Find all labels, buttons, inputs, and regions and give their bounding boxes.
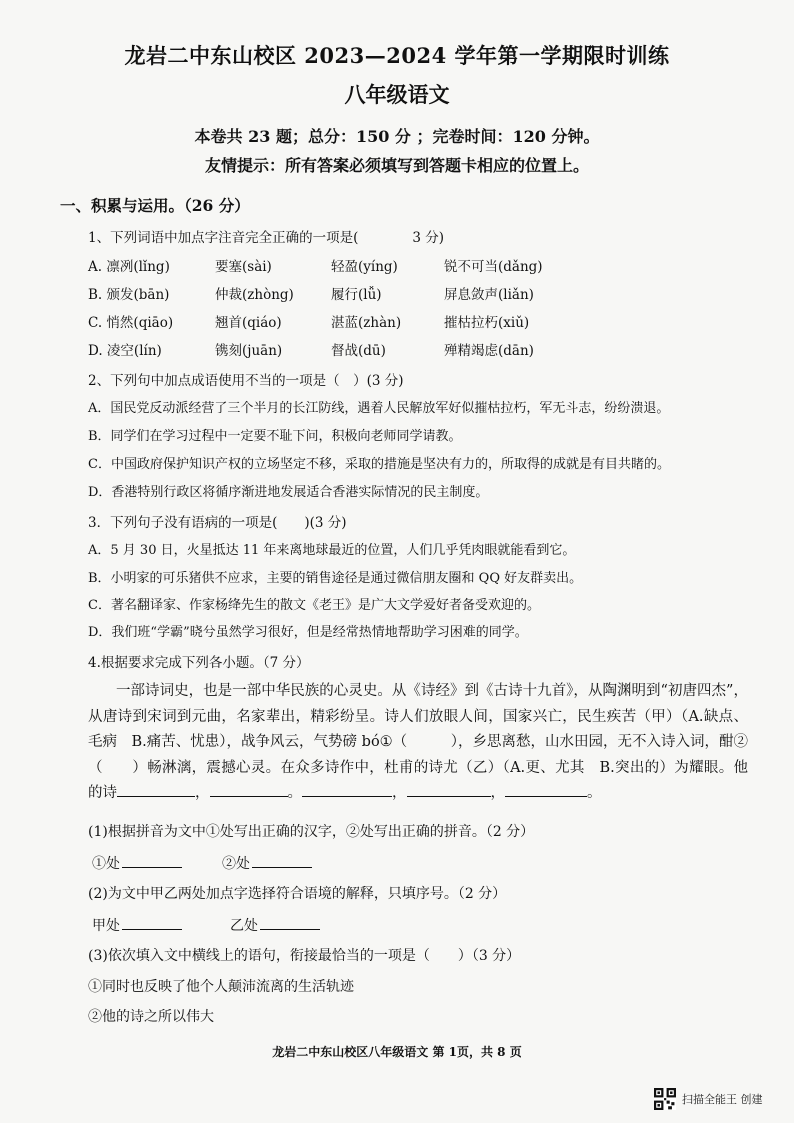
option-cell: 摧枯拉朽(xiǔ) — [444, 315, 530, 331]
q4-sub1-answer-2 — [222, 853, 312, 873]
q2-option-b: B．同学们在学习过程中一定要不耻下问，积极向老师同学请教。 — [88, 429, 462, 444]
q3-option-d: D．我们班“学霸”晓兮虽然学习很好，但是经常热情地帮助学习困难的同学。 — [88, 625, 528, 640]
q4-sub2-answer-2 — [230, 915, 320, 935]
scanner-watermark — [654, 1088, 763, 1110]
option-cell: B. 颁发(bān) — [88, 287, 170, 303]
page-footer: 龙岩二中东山校区八年级语文 第 1页，共 8 页 — [272, 1045, 522, 1059]
fill-blank[interactable] — [302, 782, 392, 797]
q3-option-a: A．5 月 30 日，火星抵达 11 年来离地球最近的位置，人们几乎凭肉眼就能看到它。 — [88, 543, 576, 558]
q4-passage: 一部诗词史，也是一部中华民族的心灵史。从《诗经》到《古诗十九首》，从陶渊明到“初唐四杰”，从唐诗到宋词到元曲，名家辈出，精彩纷呈。诗人们放眼人间，国家兴亡，民生疾苦（甲）（A.缺点、毛病 B.痛苦、忧患），战争风云，气势磅 bó①（ ），乡思离愁，山水田园，无不入诗入词，酣②（ ）畅淋漓，震撼心灵。在众多诗作中，杜甫的诗尤（乙）（A.更、尤其 B.突出的）为耀眼。他的诗 ， 。 ， ， 。 — [88, 683, 748, 801]
question-4-stem: 4.根据要求完成下列各小题。（7 分） — [88, 655, 310, 671]
q2-option-c: C．中国政府保护知识产权的立场坚定不移，采取的措施是坚决有力的，所取得的成就是有目共睹的。 — [88, 457, 670, 472]
option-cell: A. 凛冽(lǐng) — [88, 259, 170, 275]
exam-title: 龙岩二中东山校区 2023—2024 学年第一学期限时训练 — [124, 43, 670, 68]
option-cell: 轻盈(yíng) — [331, 259, 398, 275]
option-cell: 仲裁(zhòng) — [215, 287, 294, 303]
q4-choice-1: ①同时也反映了他个人颠沛流离的生活轨迹 — [88, 979, 354, 995]
option-cell: 翘首(qiáo) — [215, 315, 282, 331]
option-cell: 湛蓝(zhàn) — [331, 315, 402, 331]
answer-blank[interactable] — [122, 915, 182, 930]
option-cell: 屏息敛声(liǎn) — [444, 287, 534, 303]
q4-sub1: (1)根据拼音为文中①处写出正确的汉字，②处写出正确的拼音。（2 分） — [88, 824, 535, 840]
q2-option-d: D．香港特别行政区将循序渐进地发展适合香港实际情况的民主制度。 — [88, 485, 489, 500]
answer-label: ①处 — [92, 856, 120, 872]
answer-label: 甲处 — [92, 918, 120, 934]
exam-info: 本卷共 23 题；总分：150 分 ；完卷时间：120 分钟。 — [194, 127, 600, 146]
answer-blank[interactable] — [252, 853, 312, 868]
q3-option-b: B．小明家的可乐猪供不应求，主要的销售途径是通过微信朋友圈和 QQ 好友群卖出。 — [88, 571, 583, 586]
section-heading: 一、积累与运用。（26 分） — [60, 196, 250, 215]
question-2-stem: 2、下列句中加点成语使用不当的一项是（ ）(3 分) — [88, 373, 404, 389]
option-cell: 督战(dū) — [331, 343, 386, 359]
fill-blank[interactable] — [505, 782, 587, 797]
qr-code-icon — [654, 1088, 676, 1110]
fill-blank[interactable] — [117, 782, 195, 797]
answer-label: ②处 — [222, 856, 250, 872]
q4-choice-2: ②他的诗之所以伟大 — [88, 1009, 214, 1025]
answer-blank[interactable] — [122, 853, 182, 868]
q1-option-row-c — [88, 311, 568, 331]
q1-option-row-b — [88, 283, 568, 303]
option-cell: D. 凌空(lín) — [88, 343, 162, 359]
fill-blank[interactable] — [210, 782, 288, 797]
answer-label: 乙处 — [230, 918, 258, 934]
question-3-stem: 3．下列句子没有语病的一项是( )(3 分) — [88, 515, 347, 531]
friendly-tip: 友情提示：所有答案必须填写到答题卡相应的位置上。 — [204, 156, 589, 175]
answer-blank[interactable] — [260, 915, 320, 930]
scanner-label: 扫描全能王 创建 — [682, 1093, 763, 1106]
q2-option-a: A．国民党反动派经营了三个半月的长江防线，遇着人民解放军好似摧枯拉朽，军无斗志，纷纷溃退。 — [88, 401, 670, 416]
option-cell: 殚精竭虑(dān) — [444, 343, 534, 359]
q4-sub3: (3)依次填入文中横线上的语句，衔接最恰当的一项是（ ）（3 分） — [88, 948, 521, 964]
option-cell: 履行(lǚ) — [331, 287, 382, 303]
q4-sub2: (2)为文中甲乙两处加点字选择符合语境的解释，只填序号。（2 分） — [88, 886, 507, 902]
fill-blank[interactable] — [407, 782, 491, 797]
question-1-stem: 1、下列词语中加点字注音完全正确的一项是( 3 分) — [88, 230, 445, 246]
q1-option-row-d — [88, 339, 568, 359]
q4-sub2-answer-1 — [92, 915, 182, 935]
q3-option-c: C．著名翻译家、作家杨绛先生的散文《老王》是广大文学爱好者备受欢迎的。 — [88, 598, 540, 613]
exam-subtitle: 八年级语文 — [344, 82, 450, 107]
option-cell: C. 悄然(qiāo) — [88, 315, 174, 331]
passage-text: 一部诗词史，也是一部中华民族的心灵史。从《诗经》到《古诗十九首》，从陶渊明到“初唐四杰”，从唐诗到宋词到元曲，名家辈出，精彩纷呈。诗人们放眼人间，国家兴亡，民生疾苦（甲）（A.缺点、毛病 B.痛苦、忧患），战争风云，气势磅 bó①（ ），乡思离愁，山水田园，无不入诗入词，酣②（ ）畅淋漓，震撼心灵。在众多诗作中，杜甫的诗尤（乙）（A.更、尤其 B.突出的）为耀眼。他的诗 — [88, 683, 748, 801]
option-cell: 要塞(sài) — [215, 259, 272, 275]
option-cell: 锐不可当(dǎng) — [444, 259, 543, 275]
q1-option-row-a — [88, 255, 568, 275]
q4-sub1-answer-1 — [92, 853, 182, 873]
option-cell: 镌刻(juān) — [215, 343, 283, 359]
